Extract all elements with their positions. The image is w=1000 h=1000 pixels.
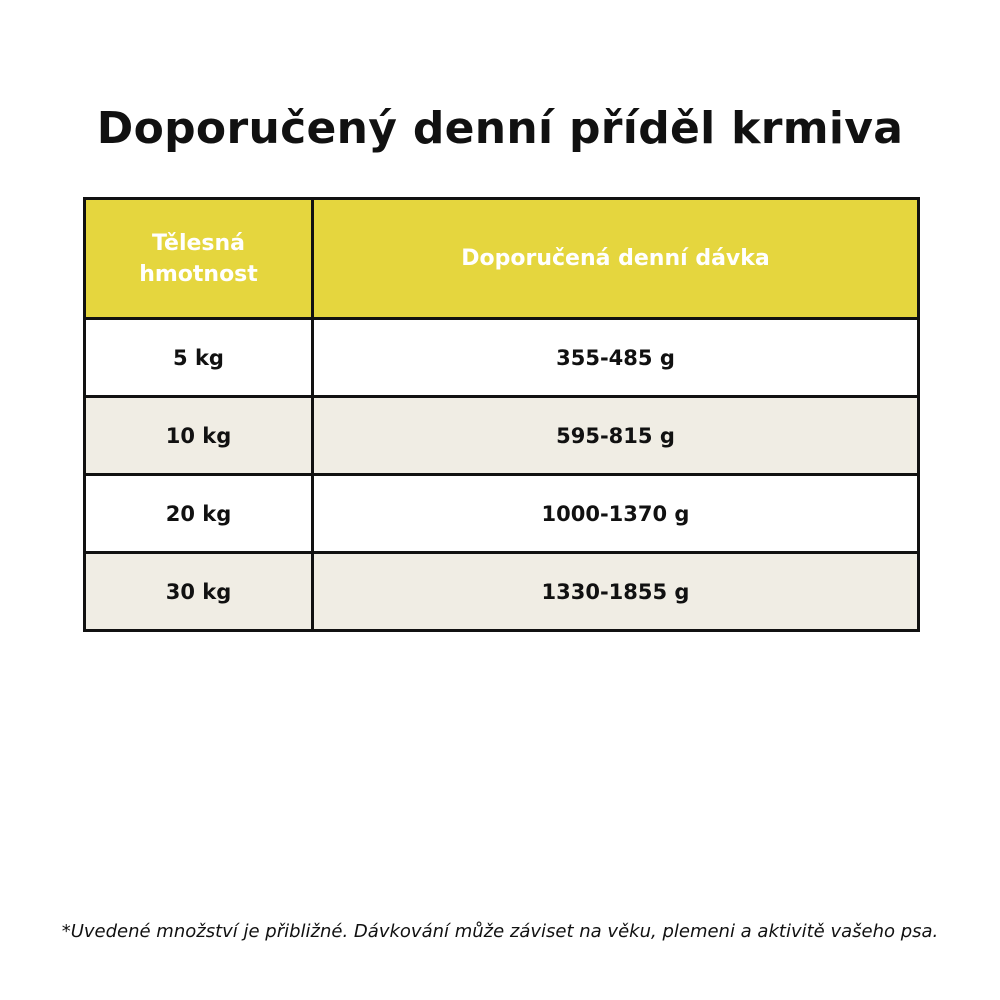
feeding-table xyxy=(83,197,920,632)
weight-cell: 10 kg xyxy=(85,397,313,475)
weight-cell: 20 kg xyxy=(85,475,313,553)
table-row xyxy=(85,553,919,631)
dose-cell: 1330-1855 g xyxy=(313,553,919,631)
dose-cell: 595-815 g xyxy=(313,397,919,475)
footnote: *Uvedené množství je přibližné. Dávkování může záviset na věku, plemeni a aktivitě vašeho psa. xyxy=(61,921,939,942)
weight-cell: 5 kg xyxy=(85,319,313,397)
table-row xyxy=(85,319,919,397)
table-row xyxy=(85,397,919,475)
table-row xyxy=(85,475,919,553)
page-title: Doporučený denní příděl krmiva xyxy=(96,103,904,155)
header-daily-dose: Doporučená denní dávka xyxy=(313,199,919,319)
header-body-weight-line1: Tělesná xyxy=(151,230,246,256)
table-header-row xyxy=(85,199,919,319)
weight-cell: 30 kg xyxy=(85,553,313,631)
header-body-weight-line2: hmotnost xyxy=(139,261,258,287)
header-body-weight xyxy=(85,199,313,319)
dose-cell: 355-485 g xyxy=(313,319,919,397)
dose-cell: 1000-1370 g xyxy=(313,475,919,553)
